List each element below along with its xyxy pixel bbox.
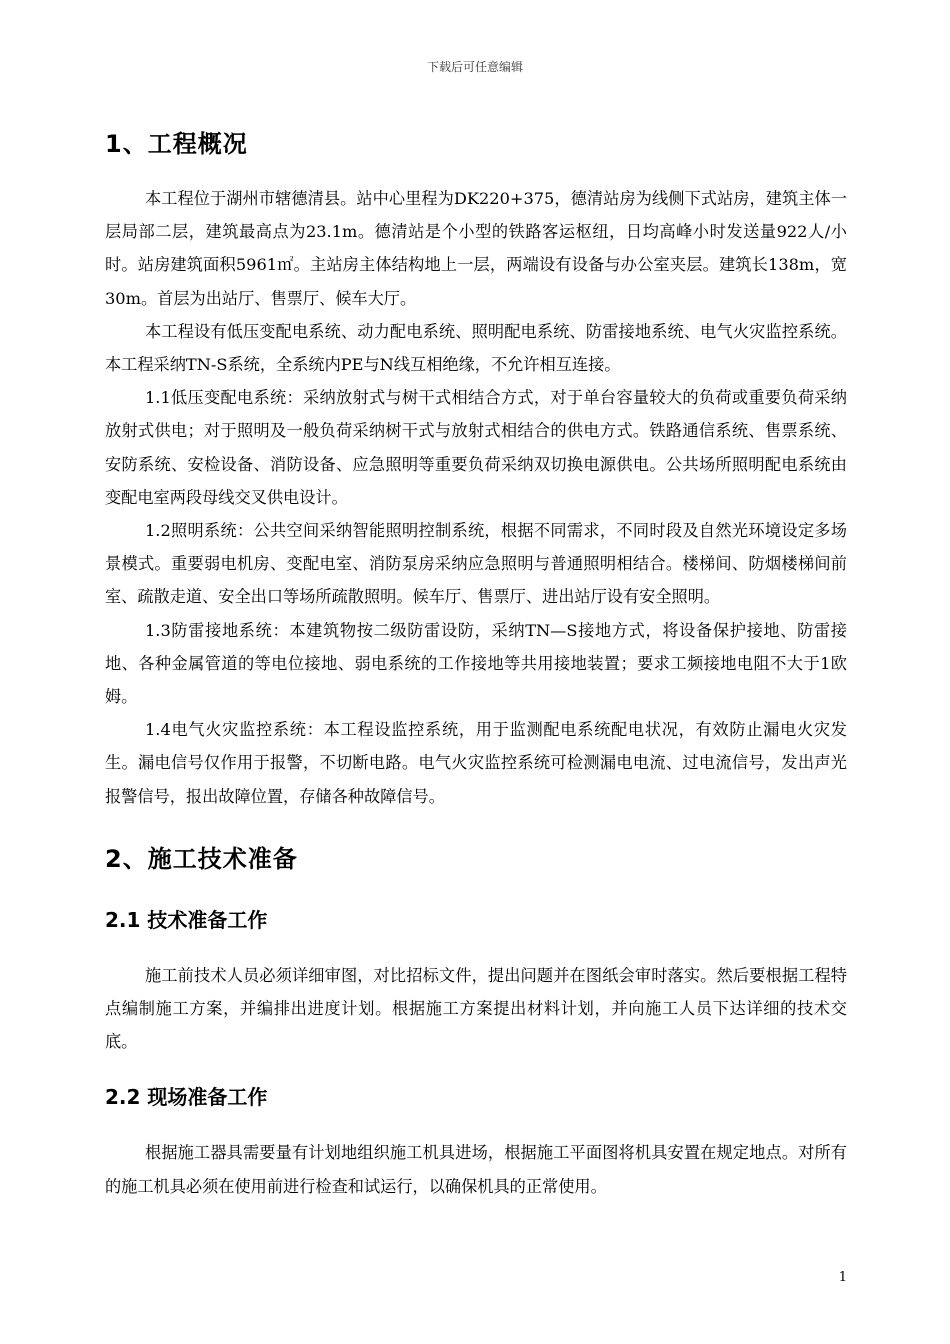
paragraph: 1.3防雷接地系统：本建筑物按二级防雷设防，采纳TN—S接地方式，将设备保护接地、防雷接地、各种金属管道的等电位接地、弱电系统的工作接地等共用接地装置；要求工频接地电阻不大于1欧姆。 xyxy=(105,620,847,707)
paragraph: 本工程位于湖州市辖德清县。站中心里程为DK220+375，德清站房为线侧下式站房，建筑主体一层局部二层，建筑最高点为23.1m。德清站是个小型的铁路客运枢纽，日均高峰小时发送量922人/小时。站房建筑面积5961㎡。主站房主体结构地上一层，两端设有设备与办公室夹层。建筑长138m，宽30m。首层为出站厅、售票厅、候车大厅。 xyxy=(105,189,847,308)
page-number: 1 xyxy=(838,1270,847,1285)
paragraph: 1.2照明系统：公共空间采纳智能照明控制系统，根据不同需求，不同时段及自然光环境设定多场景模式。重要弱电机房、变配电室、消防泵房采纳应急照明与普通照明相结合。楼梯间、防烟楼梯间前室、疏散走道、安全出口等场所疏散照明。候车厅、售票厅、进出站厅设有安全照明。 xyxy=(105,521,847,607)
paragraph: 本工程设有低压变配电系统、动力配电系统、照明配电系统、防雷接地系统、电气火灾监控系统。本工程采纳TN-S系统，全系统内PE与N线互相绝缘，不允许相互连接。 xyxy=(105,321,847,375)
subsection-2-2-title: 2.2 现场准备工作 xyxy=(105,1085,268,1110)
paragraph: 施工前技术人员必须详细审图，对比招标文件，提出问题并在图纸会审时落实。然后要根据工程特点编制施工方案，并编排出进度计划。根据施工方案提出材料计划，并向施工人员下达详细的技术交底。 xyxy=(105,965,847,1052)
section-1-title: 1、工程概况 xyxy=(105,130,248,158)
section-2-title: 2、施工技术准备 xyxy=(105,844,298,873)
subsection-2-1-title: 2.1 技术准备工作 xyxy=(105,907,268,932)
paragraph: 1.1低压变配电系统：采纳放射式与树干式相结合方式，对于单台容量较大的负荷或重要负荷采纳放射式供电；对于照明及一般负荷采纳树干式与放射式相结合的供电方式。铁路通信系统、售票系统、安防系统、安检设备、消防设备、应急照明等重要负荷采纳双切换电源供电。公共场所照明配电系统由变配电室两段母线交叉供电设计。 xyxy=(105,388,847,507)
section-1-body xyxy=(105,182,847,813)
document-body xyxy=(105,124,847,1203)
paragraph: 1.4电气火灾监控系统：本工程设监控系统，用于监测配电系统配电状况，有效防止漏电火灾发生。漏电信号仅作用于报警，不切断电路。电气火灾监控系统可检测漏电电流、过电流信号，发出声光报警信号，报出故障位置，存储各种故障信号。 xyxy=(105,720,847,806)
paragraph: 根据施工器具需要量有计划地组织施工机具进场，根据施工平面图将机具安置在规定地点。对所有的施工机具必须在使用前进行检查和试运行，以确保机具的正常使用。 xyxy=(105,1143,847,1196)
page-header: 下载后可任意编辑 xyxy=(426,60,523,74)
